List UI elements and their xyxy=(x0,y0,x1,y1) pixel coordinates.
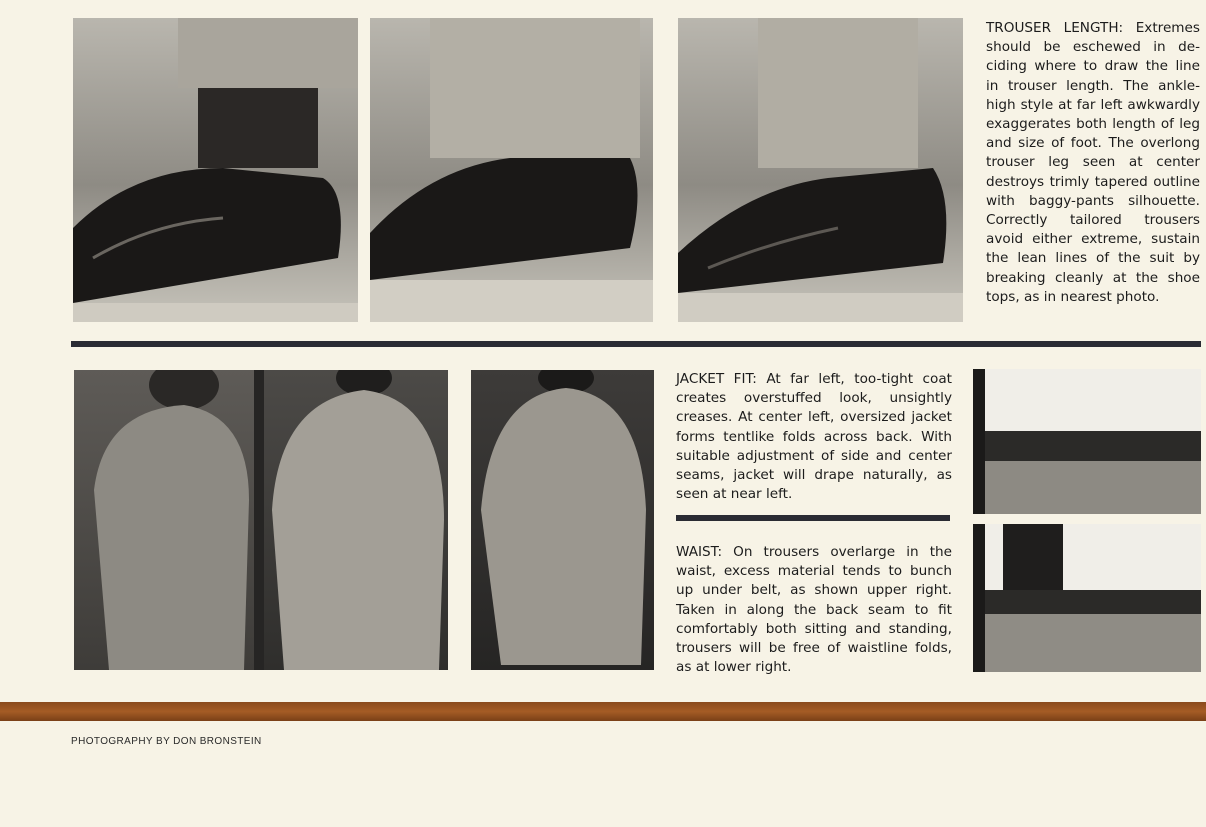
waist-caption: WAIST: On trousers overlarge in the waist, excess material tends to bunch up under belt, as shown upper right. Taken in along the back seam to fit comfortably both sitting and standing, trousers will be free of waistline folds, as at lower right. xyxy=(676,544,952,676)
photo-waist-correct xyxy=(973,524,1201,672)
photo-waist-overlarge xyxy=(973,369,1201,514)
photo-trouser-overlong xyxy=(370,18,653,322)
photo-jacket-oversized xyxy=(264,370,448,670)
photo-credit: PHOTOGRAPHY BY DON BRONSTEIN xyxy=(71,736,262,747)
photo-trouser-correct xyxy=(678,18,963,322)
trouser-length-caption: TROUSER LENGTH: Extremes should be eschewed in de-ciding where to draw the line in trouser length. The ankle-high style at far left awkwardly exaggerates both length of leg and size of foot. The overlong trouser leg seen at center destroys trimly tapered outline with baggy-pants silhouette. Correctly tailored trousers avoid either extreme, sustain the lean lines of the suit by breaking cleanly at the shoe tops, as in nearest photo. xyxy=(986,20,1200,305)
section-divider xyxy=(71,341,1201,347)
decorative-band xyxy=(0,702,1206,721)
photo-trouser-ankle-high xyxy=(73,18,358,322)
photo-jacket-correct xyxy=(471,370,654,670)
jacket-photo-divider xyxy=(254,370,264,670)
jacket-fit-caption: JACKET FIT: At far left, too-tight coat creates overstuffed look, unsightly creases. At center left, oversized jacket forms tentlike folds across back. With suitable adjustment of side and center seams, jacket will drape naturally, as seen at near left. xyxy=(676,371,952,503)
photo-jacket-too-tight xyxy=(74,370,254,670)
caption-divider xyxy=(676,515,950,521)
